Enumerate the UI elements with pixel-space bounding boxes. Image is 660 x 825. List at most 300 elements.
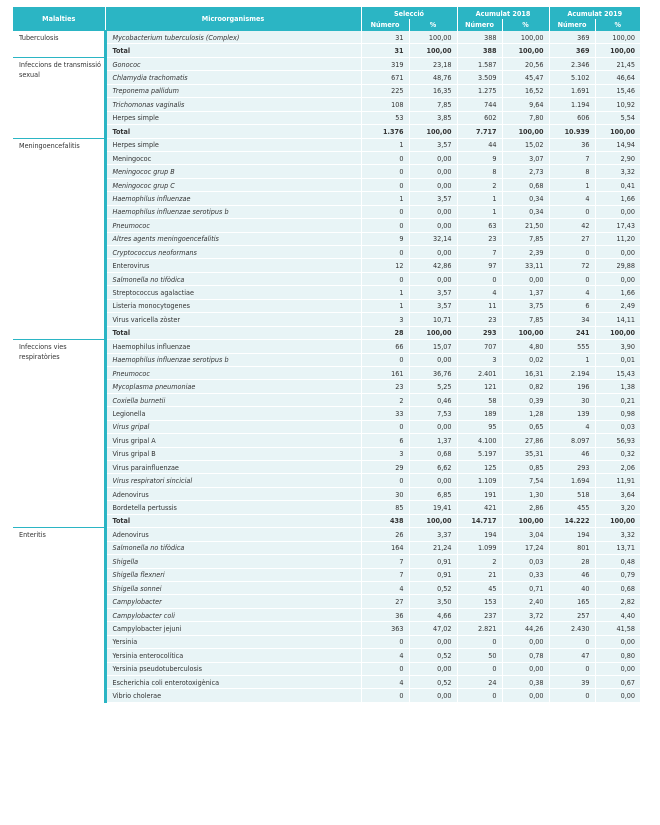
seleccio-percent-cell: 1,37 bbox=[409, 434, 457, 447]
acumulat-2018-percent-cell: 0,65 bbox=[502, 420, 549, 433]
seleccio-percent-cell: 0,91 bbox=[409, 555, 457, 568]
seleccio-numero-cell: 9 bbox=[361, 232, 409, 245]
seleccio-percent-cell: 0,00 bbox=[409, 474, 457, 487]
acumulat-2018-percent-cell: 2,86 bbox=[502, 501, 549, 514]
acumulat-2018-numero-cell: 191 bbox=[457, 487, 502, 500]
acumulat-2018-numero-cell: 2.821 bbox=[457, 622, 502, 635]
acumulat-2018-numero-cell: 153 bbox=[457, 595, 502, 608]
table-row bbox=[13, 138, 640, 151]
acumulat-2018-percent-cell: 2,39 bbox=[502, 246, 549, 259]
acumulat-2019-percent-cell: 13,71 bbox=[595, 541, 640, 554]
acumulat-2019-percent-cell: 0,00 bbox=[595, 205, 640, 218]
acumulat-2019-percent-cell: 1,38 bbox=[595, 380, 640, 393]
table-row bbox=[13, 111, 640, 124]
header-malalties: Malalties bbox=[13, 7, 105, 31]
seleccio-percent-cell: 5,25 bbox=[409, 380, 457, 393]
acumulat-2018-percent-cell: 0,02 bbox=[502, 353, 549, 366]
table-row bbox=[13, 366, 640, 379]
total-row bbox=[13, 44, 640, 57]
acumulat-2019-percent-cell: 0,00 bbox=[595, 662, 640, 675]
table-row bbox=[13, 393, 640, 406]
acumulat-2018-percent-cell: 0,82 bbox=[502, 380, 549, 393]
acumulat-2018-numero-cell: 5.197 bbox=[457, 447, 502, 460]
microorganism-name: Shigella sonnei bbox=[105, 581, 361, 594]
seleccio-numero-cell: 225 bbox=[361, 84, 409, 97]
acumulat-2018-numero-cell: 24 bbox=[457, 676, 502, 689]
acumulat-2018-percent-cell: 3,72 bbox=[502, 608, 549, 621]
acumulat-2018-numero-cell: 45 bbox=[457, 581, 502, 594]
seleccio-numero-cell: 85 bbox=[361, 501, 409, 514]
acumulat-2019-percent-cell: 17,43 bbox=[595, 219, 640, 232]
acumulat-2019-numero-cell: 46 bbox=[549, 447, 595, 460]
acumulat-2018-percent-cell: 0,00 bbox=[502, 662, 549, 675]
acumulat-2018-numero-cell: 744 bbox=[457, 98, 502, 111]
table-row bbox=[13, 165, 640, 178]
acumulat-2019-percent-cell: 3,20 bbox=[595, 501, 640, 514]
acumulat-2018-percent-cell: 0,34 bbox=[502, 192, 549, 205]
seleccio-percent-cell: 0,00 bbox=[409, 205, 457, 218]
microorganism-name: Altres agents meningoencefalitis bbox=[105, 232, 361, 245]
seleccio-percent-cell: 0,00 bbox=[409, 420, 457, 433]
table-row bbox=[13, 340, 640, 353]
acumulat-2018-percent-cell: 9,64 bbox=[502, 98, 549, 111]
microorganism-name: Haemophilus influenzae serotipus b bbox=[105, 353, 361, 366]
seleccio-percent-cell: 4,66 bbox=[409, 608, 457, 621]
acumulat-2018-numero-cell: 44 bbox=[457, 138, 502, 151]
seleccio-numero-cell: 4 bbox=[361, 581, 409, 594]
acumulat-2019-numero-cell: 5.102 bbox=[549, 71, 595, 84]
header-microorganismes: Microorganismes bbox=[105, 7, 361, 31]
acumulat-2018-percent-cell: 0,03 bbox=[502, 555, 549, 568]
acumulat-2019-numero-cell: 194 bbox=[549, 528, 595, 541]
acumulat-2018-numero-cell: 0 bbox=[457, 689, 502, 702]
acumulat-2018-percent-cell: 45,47 bbox=[502, 71, 549, 84]
acumulat-2019-percent-cell: 56,93 bbox=[595, 434, 640, 447]
microorganism-name: Haemophilus influenzae serotipus b bbox=[105, 205, 361, 218]
microorganism-name: Herpes simple bbox=[105, 138, 361, 151]
total-row bbox=[13, 514, 640, 527]
table-row bbox=[13, 635, 640, 648]
microorganism-name: Virus parainfluenzae bbox=[105, 461, 361, 474]
acumulat-2019-percent-cell: 11,20 bbox=[595, 232, 640, 245]
acumulat-2018-numero-cell: 388 bbox=[457, 31, 502, 44]
microorganism-name: Chlamydia trachomatis bbox=[105, 71, 361, 84]
acumulat-2018-numero-cell: 194 bbox=[457, 528, 502, 541]
microorganism-name: Virus varicella zòster bbox=[105, 313, 361, 326]
seleccio-percent-cell: 3,37 bbox=[409, 528, 457, 541]
acumulat-2019-numero-cell: 518 bbox=[549, 487, 595, 500]
microorganism-name: Mycobacterium tuberculosis (Complex) bbox=[105, 31, 361, 44]
table-row bbox=[13, 447, 640, 460]
acumulat-2019-numero-cell: 801 bbox=[549, 541, 595, 554]
table-row bbox=[13, 57, 640, 70]
microorganism-name: Herpes simple bbox=[105, 111, 361, 124]
acumulat-2019-numero-cell: 241 bbox=[549, 326, 595, 339]
microorganism-name: Pneumococ bbox=[105, 219, 361, 232]
seleccio-numero-cell: 671 bbox=[361, 71, 409, 84]
header-acumulat-2019: Acumulat 2019 bbox=[549, 7, 640, 19]
seleccio-percent-cell: 0,00 bbox=[409, 689, 457, 702]
acumulat-2018-numero-cell: 121 bbox=[457, 380, 502, 393]
acumulat-2019-percent-cell: 29,88 bbox=[595, 259, 640, 272]
table-row bbox=[13, 178, 640, 191]
acumulat-2018-percent-cell: 1,30 bbox=[502, 487, 549, 500]
seleccio-percent-cell: 0,00 bbox=[409, 178, 457, 191]
acumulat-2018-numero-cell: 7 bbox=[457, 246, 502, 259]
table-row bbox=[13, 313, 640, 326]
table-header bbox=[13, 7, 640, 31]
acumulat-2018-numero-cell: 9 bbox=[457, 151, 502, 164]
seleccio-numero-cell: 4 bbox=[361, 649, 409, 662]
acumulat-2018-percent-cell: 0,38 bbox=[502, 676, 549, 689]
acumulat-2019-numero-cell: 47 bbox=[549, 649, 595, 662]
acumulat-2018-numero-cell: 1.099 bbox=[457, 541, 502, 554]
microorganism-name: Meningococ grup C bbox=[105, 178, 361, 191]
acumulat-2019-numero-cell: 165 bbox=[549, 595, 595, 608]
acumulat-2018-numero-cell: 2.401 bbox=[457, 366, 502, 379]
acumulat-2019-percent-cell: 3,90 bbox=[595, 340, 640, 353]
table-row bbox=[13, 151, 640, 164]
acumulat-2018-percent-cell: 16,31 bbox=[502, 366, 549, 379]
seleccio-numero-cell: 53 bbox=[361, 111, 409, 124]
seleccio-percent-cell: 100,00 bbox=[409, 31, 457, 44]
acumulat-2018-numero-cell: 707 bbox=[457, 340, 502, 353]
acumulat-2019-numero-cell: 8 bbox=[549, 165, 595, 178]
seleccio-percent-cell: 100,00 bbox=[409, 44, 457, 57]
seleccio-numero-cell: 26 bbox=[361, 528, 409, 541]
acumulat-2019-numero-cell: 36 bbox=[549, 138, 595, 151]
acumulat-2019-numero-cell: 1.194 bbox=[549, 98, 595, 111]
acumulat-2018-percent-cell: 33,11 bbox=[502, 259, 549, 272]
seleccio-numero-cell: 0 bbox=[361, 165, 409, 178]
acumulat-2019-percent-cell: 0,00 bbox=[595, 246, 640, 259]
acumulat-2018-numero-cell: 21 bbox=[457, 568, 502, 581]
acumulat-2018-numero-cell: 23 bbox=[457, 232, 502, 245]
acumulat-2019-percent-cell: 0,67 bbox=[595, 676, 640, 689]
acumulat-2018-numero-cell: 2 bbox=[457, 178, 502, 191]
acumulat-2018-numero-cell: 237 bbox=[457, 608, 502, 621]
table-row bbox=[13, 555, 640, 568]
acumulat-2018-percent-cell: 0,39 bbox=[502, 393, 549, 406]
seleccio-percent-cell: 3,50 bbox=[409, 595, 457, 608]
table-row bbox=[13, 434, 640, 447]
seleccio-percent-cell: 23,18 bbox=[409, 57, 457, 70]
microorganism-name: Coxiella burnetii bbox=[105, 393, 361, 406]
acumulat-2019-percent-cell: 100,00 bbox=[595, 31, 640, 44]
acumulat-2018-numero-cell: 23 bbox=[457, 313, 502, 326]
acumulat-2019-numero-cell: 4 bbox=[549, 420, 595, 433]
acumulat-2019-numero-cell: 196 bbox=[549, 380, 595, 393]
seleccio-numero-cell: 161 bbox=[361, 366, 409, 379]
microorganism-name: Yersinia bbox=[105, 635, 361, 648]
acumulat-2019-numero-cell: 40 bbox=[549, 581, 595, 594]
microorganism-name: Trichomonas vaginalis bbox=[105, 98, 361, 111]
acumulat-2019-percent-cell: 3,32 bbox=[595, 528, 640, 541]
microorganism-name: Salmonella no tifòdica bbox=[105, 541, 361, 554]
acumulat-2019-percent-cell: 0,79 bbox=[595, 568, 640, 581]
acumulat-2019-numero-cell: 1.691 bbox=[549, 84, 595, 97]
microorganism-name: Bordetella pertussis bbox=[105, 501, 361, 514]
seleccio-percent-cell: 16,35 bbox=[409, 84, 457, 97]
acumulat-2018-percent-cell: 3,04 bbox=[502, 528, 549, 541]
acumulat-2018-numero-cell: 58 bbox=[457, 393, 502, 406]
seleccio-percent-cell: 0,00 bbox=[409, 151, 457, 164]
acumulat-2018-percent-cell: 0,00 bbox=[502, 272, 549, 285]
seleccio-percent-cell: 3,57 bbox=[409, 299, 457, 312]
acumulat-2018-numero-cell: 14.717 bbox=[457, 514, 502, 527]
table-row bbox=[13, 474, 640, 487]
total-row bbox=[13, 326, 640, 339]
microorganism-name: Vibrio cholerae bbox=[105, 689, 361, 702]
acumulat-2019-numero-cell: 0 bbox=[549, 272, 595, 285]
table-row bbox=[13, 31, 640, 44]
seleccio-numero-cell: 0 bbox=[361, 662, 409, 675]
acumulat-2019-numero-cell: 4 bbox=[549, 192, 595, 205]
microorganism-name: Enterovirus bbox=[105, 259, 361, 272]
acumulat-2019-percent-cell: 3,32 bbox=[595, 165, 640, 178]
acumulat-2019-percent-cell: 46,64 bbox=[595, 71, 640, 84]
seleccio-numero-cell: 363 bbox=[361, 622, 409, 635]
acumulat-2018-percent-cell: 27,86 bbox=[502, 434, 549, 447]
acumulat-2018-percent-cell: 0,78 bbox=[502, 649, 549, 662]
microorganism-name: Escherichia coli enterotoxigènica bbox=[105, 676, 361, 689]
acumulat-2019-percent-cell: 15,43 bbox=[595, 366, 640, 379]
table-row bbox=[13, 272, 640, 285]
acumulat-2019-percent-cell: 0,21 bbox=[595, 393, 640, 406]
acumulat-2019-numero-cell: 0 bbox=[549, 635, 595, 648]
seleccio-percent-cell: 0,52 bbox=[409, 649, 457, 662]
disease-group bbox=[13, 57, 640, 138]
acumulat-2018-percent-cell: 100,00 bbox=[502, 44, 549, 57]
acumulat-2018-percent-cell: 21,50 bbox=[502, 219, 549, 232]
acumulat-2018-percent-cell: 17,24 bbox=[502, 541, 549, 554]
microorganism-name: Haemophilus influenzae bbox=[105, 192, 361, 205]
acumulat-2019-percent-cell: 0,00 bbox=[595, 272, 640, 285]
acumulat-2018-numero-cell: 11 bbox=[457, 299, 502, 312]
seleccio-numero-cell: 0 bbox=[361, 178, 409, 191]
seleccio-numero-cell: 7 bbox=[361, 568, 409, 581]
table-row bbox=[13, 380, 640, 393]
seleccio-percent-cell: 36,76 bbox=[409, 366, 457, 379]
acumulat-2018-numero-cell: 421 bbox=[457, 501, 502, 514]
acumulat-2019-numero-cell: 8.097 bbox=[549, 434, 595, 447]
seleccio-percent-cell: 47,02 bbox=[409, 622, 457, 635]
seleccio-numero-cell: 28 bbox=[361, 326, 409, 339]
acumulat-2018-percent-cell: 100,00 bbox=[502, 326, 549, 339]
seleccio-numero-cell: 23 bbox=[361, 380, 409, 393]
acumulat-2019-numero-cell: 1 bbox=[549, 353, 595, 366]
table-row bbox=[13, 299, 640, 312]
acumulat-2019-percent-cell: 2,90 bbox=[595, 151, 640, 164]
acumulat-2018-numero-cell: 189 bbox=[457, 407, 502, 420]
seleccio-percent-cell: 100,00 bbox=[409, 125, 457, 138]
seleccio-percent-cell: 6,85 bbox=[409, 487, 457, 500]
seleccio-numero-cell: 1.376 bbox=[361, 125, 409, 138]
microorganism-name: Adenovirus bbox=[105, 487, 361, 500]
seleccio-numero-cell: 1 bbox=[361, 299, 409, 312]
acumulat-2018-percent-cell: 16,52 bbox=[502, 84, 549, 97]
microorganism-name: Virus respiratori sincicial bbox=[105, 474, 361, 487]
microorganism-name: Legionella bbox=[105, 407, 361, 420]
disease-group bbox=[13, 528, 640, 703]
acumulat-2018-numero-cell: 4.100 bbox=[457, 434, 502, 447]
seleccio-percent-cell: 0,00 bbox=[409, 662, 457, 675]
acumulat-2018-numero-cell: 2 bbox=[457, 555, 502, 568]
table-row bbox=[13, 528, 640, 541]
microorganisms-table bbox=[13, 7, 640, 703]
acumulat-2019-numero-cell: 42 bbox=[549, 219, 595, 232]
seleccio-percent-cell: 6,62 bbox=[409, 461, 457, 474]
seleccio-numero-cell: 1 bbox=[361, 138, 409, 151]
acumulat-2019-percent-cell: 15,46 bbox=[595, 84, 640, 97]
table-row bbox=[13, 487, 640, 500]
seleccio-numero-cell: 66 bbox=[361, 340, 409, 353]
total-row bbox=[13, 125, 640, 138]
acumulat-2019-numero-cell: 369 bbox=[549, 44, 595, 57]
acumulat-2019-numero-cell: 139 bbox=[549, 407, 595, 420]
table-row bbox=[13, 568, 640, 581]
seleccio-numero-cell: 0 bbox=[361, 689, 409, 702]
acumulat-2018-numero-cell: 1.587 bbox=[457, 57, 502, 70]
acumulat-2018-percent-cell: 7,80 bbox=[502, 111, 549, 124]
header-seleccio: Selecció bbox=[361, 7, 457, 19]
acumulat-2019-percent-cell: 3,64 bbox=[595, 487, 640, 500]
acumulat-2018-numero-cell: 1 bbox=[457, 205, 502, 218]
microorganism-name: Shigella bbox=[105, 555, 361, 568]
microorganism-name: Mycoplasma pneumoniae bbox=[105, 380, 361, 393]
acumulat-2018-numero-cell: 1 bbox=[457, 192, 502, 205]
disease-group bbox=[13, 340, 640, 528]
acumulat-2019-numero-cell: 34 bbox=[549, 313, 595, 326]
microorganism-name: Meningococ grup B bbox=[105, 165, 361, 178]
seleccio-numero-cell: 33 bbox=[361, 407, 409, 420]
table-row bbox=[13, 649, 640, 662]
acumulat-2019-numero-cell: 10.939 bbox=[549, 125, 595, 138]
acumulat-2019-percent-cell: 2,06 bbox=[595, 461, 640, 474]
acumulat-2019-numero-cell: 555 bbox=[549, 340, 595, 353]
seleccio-numero-cell: 31 bbox=[361, 44, 409, 57]
seleccio-percent-cell: 3,57 bbox=[409, 192, 457, 205]
acumulat-2019-percent-cell: 2,49 bbox=[595, 299, 640, 312]
acumulat-2018-percent-cell: 100,00 bbox=[502, 125, 549, 138]
microorganism-name: Virus gripal B bbox=[105, 447, 361, 460]
acumulat-2018-percent-cell: 7,85 bbox=[502, 232, 549, 245]
acumulat-2018-numero-cell: 1.275 bbox=[457, 84, 502, 97]
seleccio-numero-cell: 438 bbox=[361, 514, 409, 527]
acumulat-2019-numero-cell: 293 bbox=[549, 461, 595, 474]
table-row bbox=[13, 581, 640, 594]
table-row bbox=[13, 595, 640, 608]
acumulat-2018-percent-cell: 1,37 bbox=[502, 286, 549, 299]
acumulat-2019-numero-cell: 46 bbox=[549, 568, 595, 581]
acumulat-2019-percent-cell: 4,40 bbox=[595, 608, 640, 621]
seleccio-percent-cell: 3,57 bbox=[409, 138, 457, 151]
total-label: Total bbox=[105, 326, 361, 339]
microorganism-name: Adenovirus bbox=[105, 528, 361, 541]
seleccio-numero-cell: 0 bbox=[361, 246, 409, 259]
table-row bbox=[13, 353, 640, 366]
acumulat-2018-numero-cell: 388 bbox=[457, 44, 502, 57]
seleccio-numero-cell: 0 bbox=[361, 272, 409, 285]
seleccio-numero-cell: 36 bbox=[361, 608, 409, 621]
acumulat-2019-percent-cell: 100,00 bbox=[595, 44, 640, 57]
seleccio-percent-cell: 42,86 bbox=[409, 259, 457, 272]
table-row bbox=[13, 689, 640, 702]
disease-name: Tuberculosis bbox=[13, 31, 105, 58]
seleccio-numero-cell: 3 bbox=[361, 313, 409, 326]
table-row bbox=[13, 622, 640, 635]
table-row bbox=[13, 205, 640, 218]
seleccio-numero-cell: 0 bbox=[361, 151, 409, 164]
disease-group bbox=[13, 31, 640, 58]
seleccio-percent-cell: 15,07 bbox=[409, 340, 457, 353]
seleccio-percent-cell: 0,52 bbox=[409, 676, 457, 689]
acumulat-2019-numero-cell: 257 bbox=[549, 608, 595, 621]
acumulat-2018-percent-cell: 0,00 bbox=[502, 689, 549, 702]
acumulat-2019-percent-cell: 41,58 bbox=[595, 622, 640, 635]
table-row bbox=[13, 676, 640, 689]
acumulat-2018-percent-cell: 1,28 bbox=[502, 407, 549, 420]
microorganism-name: Gonococ bbox=[105, 57, 361, 70]
seleccio-percent-cell: 21,24 bbox=[409, 541, 457, 554]
seleccio-numero-cell: 319 bbox=[361, 57, 409, 70]
acumulat-2019-numero-cell: 39 bbox=[549, 676, 595, 689]
seleccio-percent-cell: 0,00 bbox=[409, 246, 457, 259]
seleccio-percent-cell: 7,53 bbox=[409, 407, 457, 420]
disease-name: Infeccions de transmissió sexual bbox=[13, 57, 105, 138]
microorganism-name: Meningococ bbox=[105, 151, 361, 164]
acumulat-2018-numero-cell: 602 bbox=[457, 111, 502, 124]
seleccio-numero-cell: 0 bbox=[361, 635, 409, 648]
table-row bbox=[13, 420, 640, 433]
header-numero: Número bbox=[549, 19, 595, 31]
seleccio-percent-cell: 0,00 bbox=[409, 635, 457, 648]
header-percent: % bbox=[409, 19, 457, 31]
seleccio-percent-cell: 32,14 bbox=[409, 232, 457, 245]
acumulat-2018-percent-cell: 7,85 bbox=[502, 313, 549, 326]
microorganism-name: Yersinia enterocolítica bbox=[105, 649, 361, 662]
disease-group bbox=[13, 138, 640, 340]
acumulat-2018-numero-cell: 7.717 bbox=[457, 125, 502, 138]
seleccio-numero-cell: 1 bbox=[361, 286, 409, 299]
acumulat-2019-numero-cell: 2.430 bbox=[549, 622, 595, 635]
seleccio-percent-cell: 0,00 bbox=[409, 219, 457, 232]
acumulat-2018-percent-cell: 2,40 bbox=[502, 595, 549, 608]
seleccio-numero-cell: 0 bbox=[361, 205, 409, 218]
acumulat-2018-numero-cell: 0 bbox=[457, 272, 502, 285]
seleccio-percent-cell: 0,00 bbox=[409, 272, 457, 285]
acumulat-2018-percent-cell: 0,00 bbox=[502, 635, 549, 648]
microorganism-name: Streptococcus agalactiae bbox=[105, 286, 361, 299]
acumulat-2019-percent-cell: 100,00 bbox=[595, 125, 640, 138]
header-acumulat-2018: Acumulat 2018 bbox=[457, 7, 549, 19]
header-numero: Número bbox=[457, 19, 502, 31]
acumulat-2019-percent-cell: 14,11 bbox=[595, 313, 640, 326]
header-percent: % bbox=[595, 19, 640, 31]
seleccio-percent-cell: 0,52 bbox=[409, 581, 457, 594]
acumulat-2019-numero-cell: 0 bbox=[549, 662, 595, 675]
acumulat-2019-numero-cell: 7 bbox=[549, 151, 595, 164]
acumulat-2019-numero-cell: 369 bbox=[549, 31, 595, 44]
acumulat-2019-numero-cell: 1 bbox=[549, 178, 595, 191]
header-numero: Número bbox=[361, 19, 409, 31]
acumulat-2018-numero-cell: 0 bbox=[457, 635, 502, 648]
total-label: Total bbox=[105, 44, 361, 57]
seleccio-numero-cell: 27 bbox=[361, 595, 409, 608]
acumulat-2019-numero-cell: 2.346 bbox=[549, 57, 595, 70]
acumulat-2019-percent-cell: 21,45 bbox=[595, 57, 640, 70]
microorganism-name: Campylobacter bbox=[105, 595, 361, 608]
